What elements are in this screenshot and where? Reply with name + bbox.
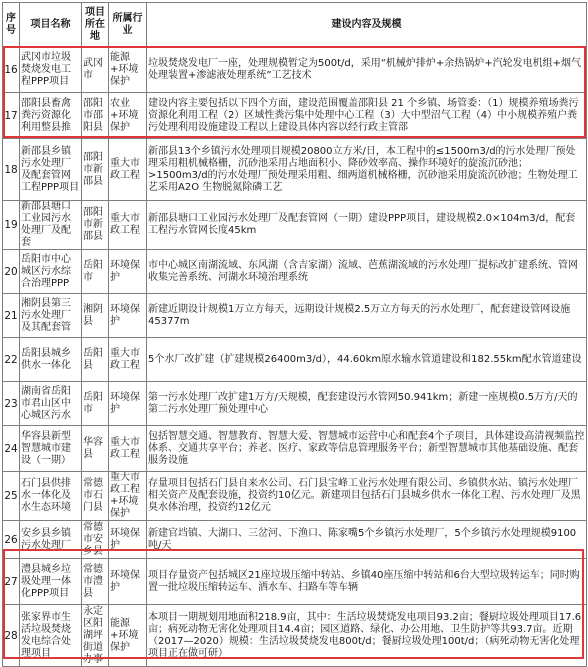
row-description: 市中心城区南湖流域、东风湖（含吉家湖）流域、芭蕉湖流域的污水处理厂提标改扩建系统、管网收集完善系统、河湖水环境治理系统: [147, 250, 587, 294]
row-description: 新建近期设计规模1万立方每天，远期设计规模2.5万立方每天的污水处理厂，配套建设管网设施45377m: [147, 294, 587, 338]
row-no: 16: [3, 47, 20, 93]
header-location: 项目所在地: [82, 3, 109, 47]
row-name: 华容县新型智慧城市建设（一期）: [20, 426, 82, 472]
table-row: [3, 47, 587, 93]
row-location: 常德市安乡县: [82, 521, 109, 559]
row-no: 18: [3, 139, 20, 201]
row-location: 岳阳市: [82, 250, 109, 294]
row-no: 27: [3, 559, 20, 605]
table-row: [3, 201, 587, 250]
row-no: 19: [3, 201, 20, 250]
row-no: 21: [3, 294, 20, 338]
row-description: 存量项目包括石门县自来水公司、石门县宝峰工业污水处理有限公司、乡镇供水站、镇污水处理厂相关资产及配套设施，投资约10亿元。新建项目包括石门县城乡供水一体化工程、污水处理厂及黑臭水体治理，投资约12亿元: [147, 472, 587, 521]
row-description: 第一污水处理厂改扩建1万方/天规模，配套建设污水管网50.941km；新建一座规模0.5万方/天的第二污水处理厂预处理中心: [147, 382, 587, 426]
row-name: 新邵县塘口工业园污水处理厂及配套: [20, 201, 82, 250]
row-industry: 重大市政工程: [109, 426, 147, 472]
row-description: 项目存量资产包括城区21座垃圾压缩中转站、乡镇40座压缩中转站和6台大型垃圾转运车；同时购置一批垃圾压缩转运车、洒水车、扫路车等车辆: [147, 559, 587, 605]
row-industry: 能源+环境保护: [109, 605, 147, 667]
row-industry: 环境保护: [109, 250, 147, 294]
row-name: 石门县供排水一体化及水生态环境: [20, 472, 82, 521]
table-row: [3, 382, 587, 426]
row-description: 本项目一期规划用地面积218.9亩，其中：生活垃圾焚烧发电项目93.2亩；餐厨垃圾处理项目17.6亩；病死动物无害化处理项目14.4亩；园区道路、绿化、办公用地、卫生防护等共93.7亩。近期（2017—2020）规模：生活垃圾焚烧发电800t/d；餐厨垃圾处理100t/d；（病死动物无害化处理项目正在做可研）: [147, 605, 587, 667]
row-description: 包括智慧交通、智慧教育、智慧大爱、智慧城市运营中心和配套4个子项目，具体建设高清视频监控体系、交通共享平台；养老、医疗、家政等信息管理服务平台；新型智慧城市其他基础设施、配套服务设施: [147, 426, 587, 472]
row-no: 28: [3, 605, 20, 667]
row-industry: 环境保护: [109, 521, 147, 559]
row-name: 岳阳县城乡供水一体化: [20, 338, 82, 382]
table-row: [3, 426, 587, 472]
row-no: 26: [3, 521, 20, 559]
table-row: [3, 521, 587, 559]
row-industry: 重大市政工程: [109, 201, 147, 250]
row-description: 新邵县13个乡镇污水处理项目规模20800立方米/日，本工程中的≤1500m3/d的污水处理厂预处理采用粗机械格栅，沉砂池采用占地面积小、降砂效率高、操作环境好的旋流沉砂池；>1500m3/d的污水处理厂预处理采用粗、细两道机械格栅，沉砂池采用旋流沉砂池；生物处理工艺采用A2O 生物脱氮除磷工艺: [147, 139, 587, 201]
row-industry: 重大市政工程+环境保护: [109, 472, 147, 521]
row-no: 17: [3, 93, 20, 139]
table-row: [3, 338, 587, 382]
row-description: 建设内容主要包括以下四个方面，建设范围覆盖邵阳县 21 个乡镇、场管委：（1）规模养殖场粪污资源化利用工程（2）区域性粪污集中处理中心工程（3）大中型沼气工程（4）中小规模养殖户粪污处理利用设施建设工程以上建设具体内容以经行政主管部: [147, 93, 587, 139]
header-no: 序号: [3, 3, 20, 47]
row-industry: 重大市政工程: [109, 139, 147, 201]
table-row: [3, 472, 587, 521]
header-name: 项目名称: [20, 3, 82, 47]
row-name: 安乡县乡镇污水处理厂: [20, 521, 82, 559]
row-location: 邵阳市邵阳县: [82, 93, 109, 139]
row-location: 岳阳县: [82, 338, 109, 382]
row-location: 华容县: [82, 426, 109, 472]
row-name: 邵阳县畜禽粪污资源化利用整县推: [20, 93, 82, 139]
table-header-row: [3, 3, 587, 47]
table-row: [3, 93, 587, 139]
row-industry: 环境保护: [109, 294, 147, 338]
row-name: 张家界市生活垃圾焚烧发电综合处理项目: [20, 605, 82, 667]
row-name: 岳阳市中心城区污水综合治理PPP: [20, 250, 82, 294]
row-location: 永定区阳湖坪街道办事: [82, 605, 109, 667]
row-no: 20: [3, 250, 20, 294]
row-description: 5个水厂改扩建（扩建规模26400m3/d），44.60km原水输水管道建设和182.55km配水管道建设: [147, 338, 587, 382]
row-location: 常德市澧县: [82, 559, 109, 605]
table-row: [3, 605, 587, 667]
row-no: 25: [3, 472, 20, 521]
table-row: [3, 139, 587, 201]
row-location: 邵阳市新邵县: [82, 201, 109, 250]
row-name: 湘阴县第三污水处理厂及其配套管: [20, 294, 82, 338]
table-row: [3, 250, 587, 294]
header-description: 建设内容及规模: [147, 3, 587, 47]
row-location: 常德市石门县: [82, 472, 109, 521]
row-no: 22: [3, 338, 20, 382]
row-name: 武冈市垃圾焚烧发电工程PPP项目: [20, 47, 82, 93]
row-industry: 农业+环境保护: [109, 93, 147, 139]
row-industry: 能源+环境保护: [109, 47, 147, 93]
row-no: 24: [3, 426, 20, 472]
row-name: 湖南省岳阳市君山区中心城区污水: [20, 382, 82, 426]
row-location: 岳阳市: [82, 382, 109, 426]
row-location: 湘阴县: [82, 294, 109, 338]
row-location: 邵阳市新邵县: [82, 139, 109, 201]
row-industry: 环境保护: [109, 382, 147, 426]
row-description: 新建官垱镇、大湖口、三岔河、下渔口、陈家嘴5个乡镇污水处理厂，5个乡镇污水处理规模9100吨/天: [147, 521, 587, 559]
table-row: [3, 559, 587, 605]
row-name: 新邵县乡镇污水处理厂及配套管网工程PPP项目: [20, 139, 82, 201]
row-industry: 环境保护: [109, 559, 147, 605]
row-name: 澧县城乡垃圾处理一体化PPP项目: [20, 559, 82, 605]
row-industry: 重大市政工程: [109, 338, 147, 382]
row-no: 23: [3, 382, 20, 426]
header-industry: 所属行业: [109, 3, 147, 47]
project-table: [2, 2, 587, 667]
row-location: 武冈市: [82, 47, 109, 93]
table-row: [3, 294, 587, 338]
row-description: 新邵县塘口工业园污水处理厂及配套管网（一期）建设PPP项目，建设规模2.0×104m3/d，配套工程污水管网长度45km: [147, 201, 587, 250]
row-description: 垃圾焚烧发电厂一座，处理规模暂定为500t/d，采用“机械炉排炉+余热锅炉+汽轮发电机组+烟气处理装置+渗滤液处理系统”工艺技术: [147, 47, 587, 93]
